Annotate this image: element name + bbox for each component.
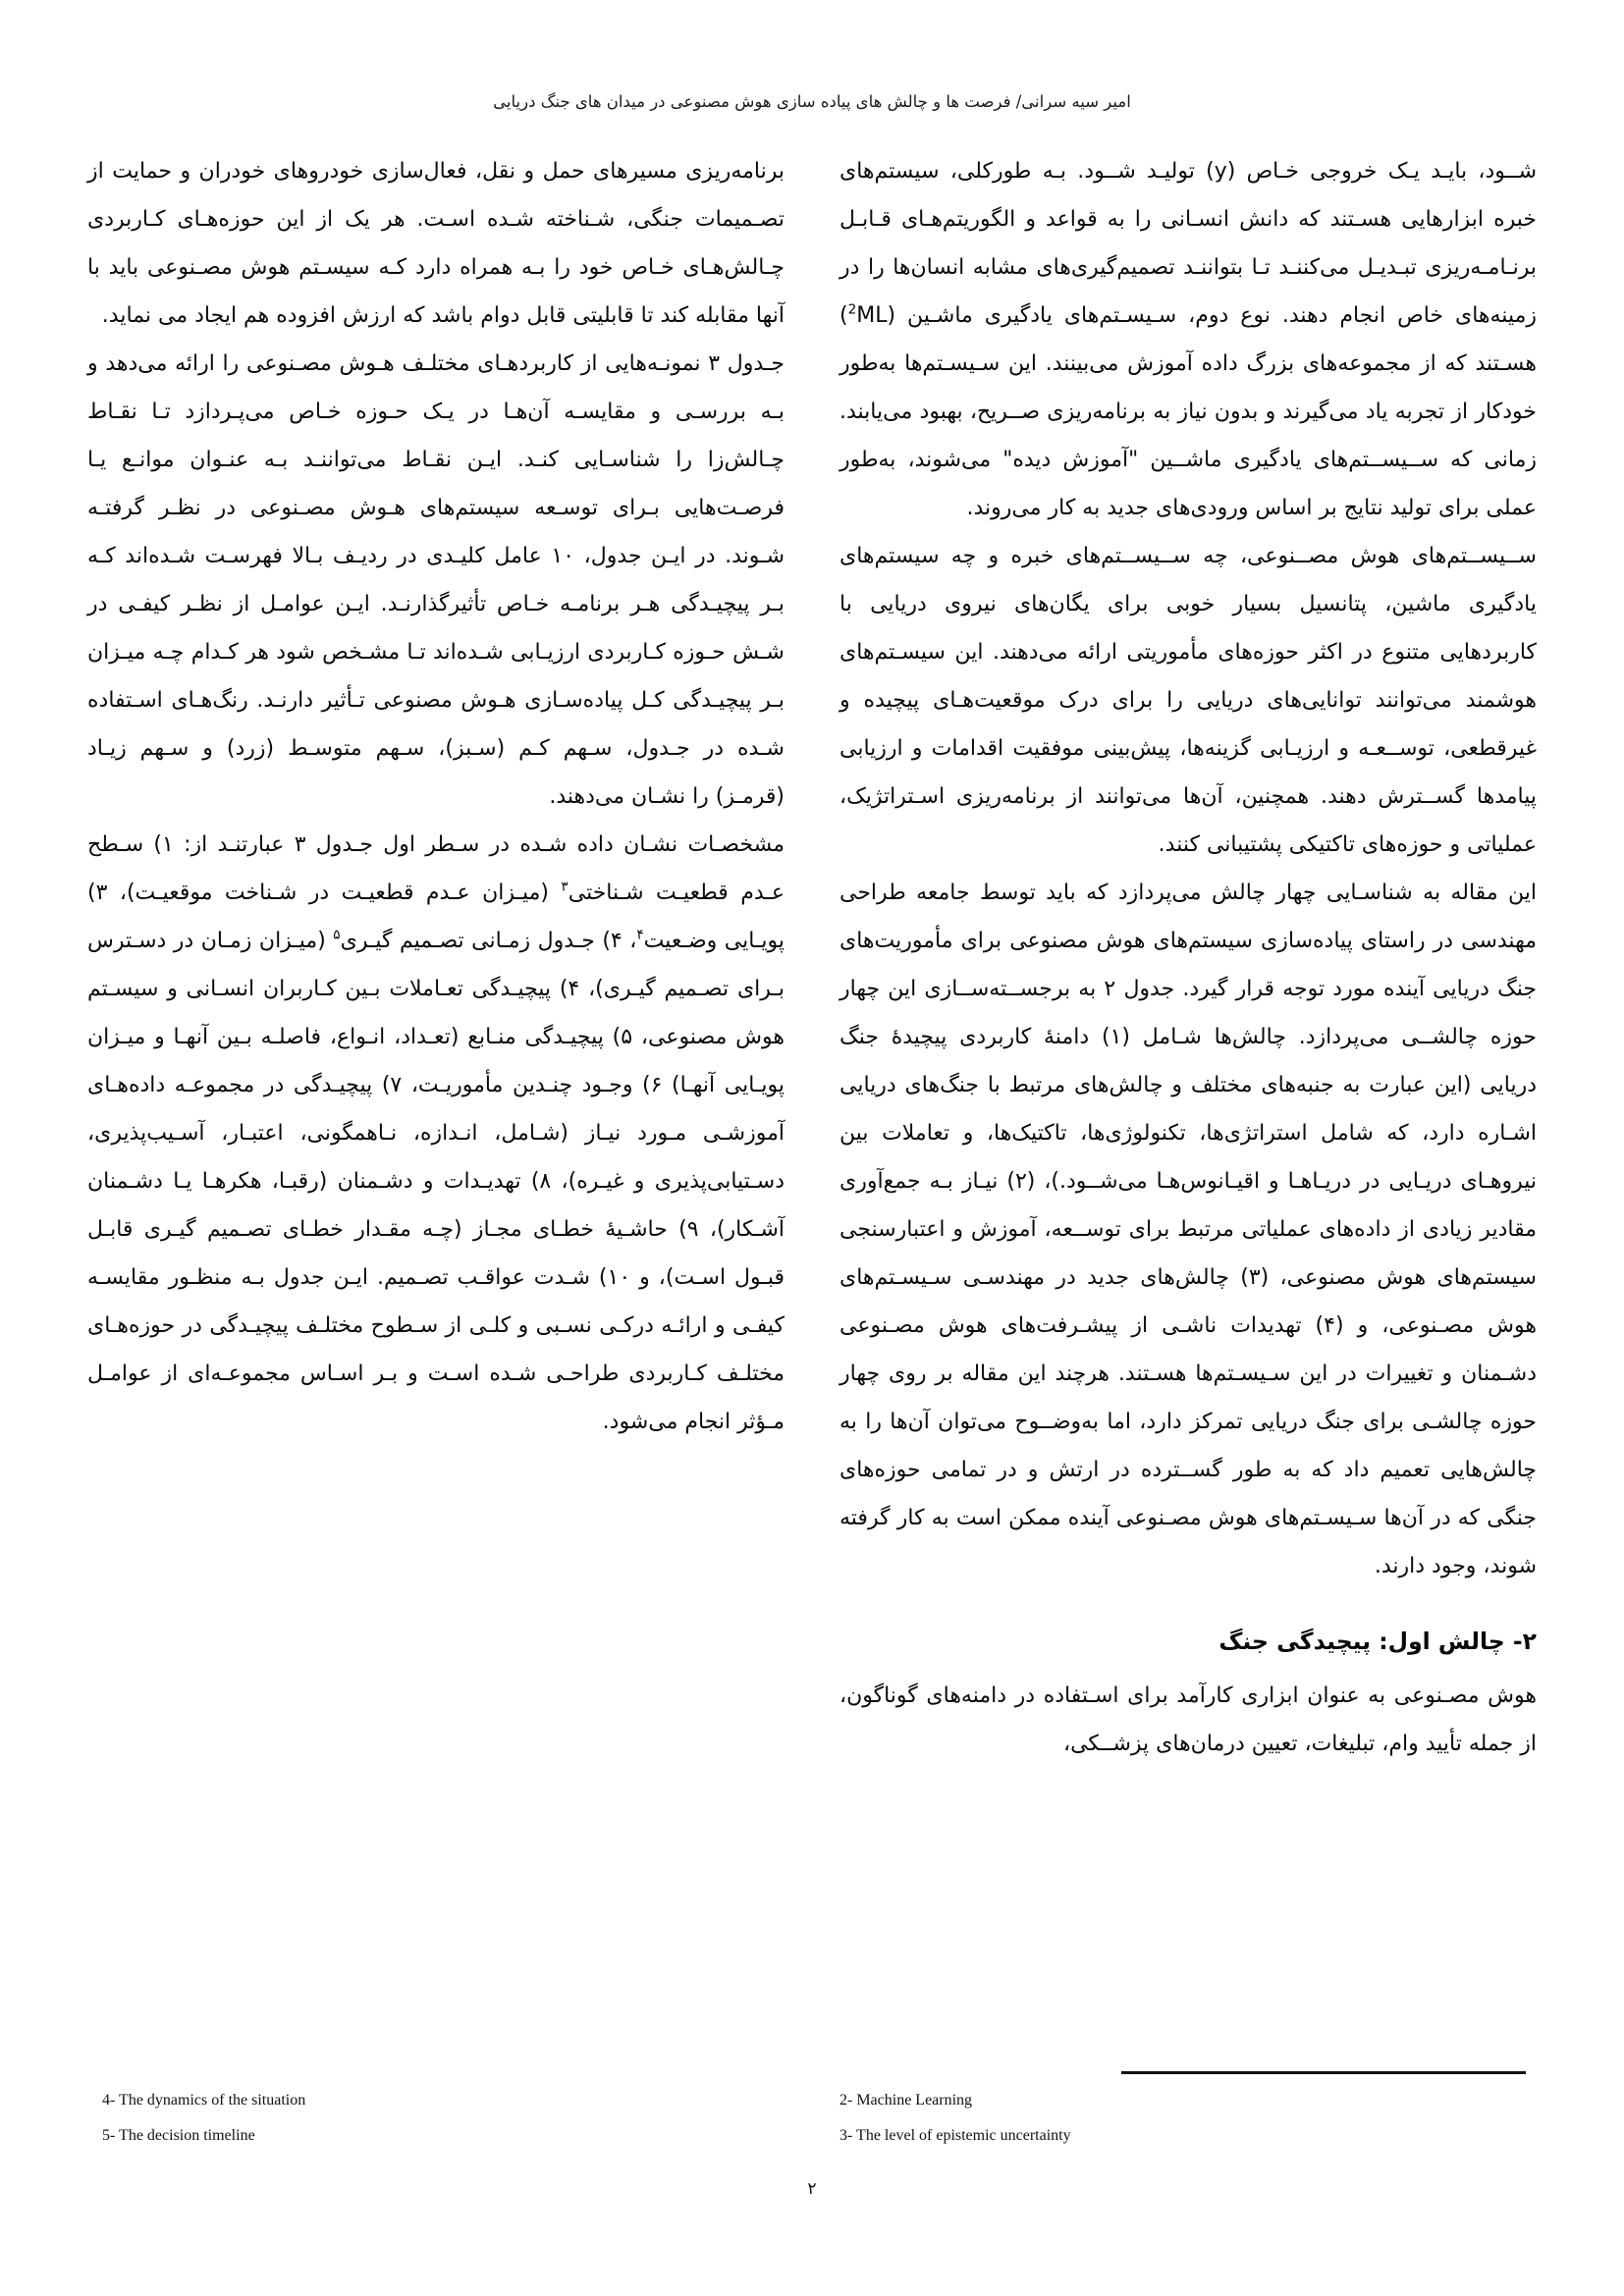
paragraph: ســیســتم‌های هوش مصــنوعی، چه ســیســتم‌های خبره و چه سیستم‌های یادگیری ماشین، پتانسیل بسیار خوبی برای یگان‌های نیروی دریایی با کاربردهایی متنوع در اکثر حوزه‌های مأموریتی ارائه می‌دهند. این سیسـتم‌های هوشمند می‌توانند توانایی‌های دریایی را برای درک موقعیت‌هـای پیچیده و غیرقطعی، توســعـه و ارزیـابی گزینه‌ها، پیش‌بینی موفقیت اقدامات و ارزیابی پیامدها گســترش دهند. همچنین، آن‌ها می‌توانند از برنامه‌ریزی اسـتراتژیک، عملیاتی و حوزه‌های تاکتیکی پشتیبانی کنند. bbox=[839, 544, 1537, 857]
column-right bbox=[839, 147, 1537, 1768]
page-number: ۲ bbox=[807, 2179, 817, 2199]
footnote: 4- The dynamics of the situation bbox=[102, 2092, 306, 2109]
footnote-separator-line bbox=[1121, 2071, 1526, 2074]
section-heading: ۲- چالش اول: پیچیدگی جنگ bbox=[1218, 1628, 1537, 1655]
footnote: 2- Machine Learning bbox=[839, 2092, 973, 2109]
running-header: امیر سیه سرانی/ فرصت ها و چالش های پیاده سازی هوش مصنوعی در میدان های جنگ دریایی bbox=[493, 92, 1131, 111]
footnotes-right bbox=[839, 2083, 1537, 2154]
footnote: 3- The level of epistemic uncertainty bbox=[839, 2127, 1071, 2144]
column-left bbox=[87, 147, 785, 1768]
two-column-body bbox=[87, 147, 1537, 1768]
paragraph: هوش مصـنوعی به عنوان ابزاری کارآمد برای اسـتفاده در دامنه‌های گوناگون، از جمله تأیید وام، تبلیغات، تعیین درمان‌های پزشــکی، bbox=[839, 1683, 1537, 1756]
footnotes-left bbox=[102, 2083, 799, 2154]
paragraph: شــود، بایـد یـک خروجی خـاص (y) تولیـد شــود. بـه طورکلی، سیستم‌های خبره ابزارهایی هسـتند که دانش انسـانی را به قواعد و الگوریتم‌هـای قـابـل برنـامـه‌ریزی تبـدیـل می‌کننـد تـا بتواننـد تصمیم‌گیری‌های مشابه انسان‌ها را در زمینه‌های خاص انجام دهند. نوع دوم، سـیسـتم‌های یادگیری ماشـین $(ML^2)$ هسـتند که از مجموعه‌های بزرگ داده آموزش می‌بینند. این سـیسـتم‌ها به‌طور خودکار از تجربه یاد می‌گیرند و بدون نیاز به برنامه‌ریزی صــریح، بهبود می‌یابند. زمانی که ســیســتم‌های یادگیری ماشــین "آموزش دیده" می‌شوند، به‌طور عملی برای تولید نتایج بر اساس ورودی‌های جدید به کار می‌روند. bbox=[839, 159, 1537, 520]
paragraph: جـدول ۳ نمونـه‌هایی از کاربردهـای مختلـف هـوش مصـنوعی را ارائه می‌دهد و بـه بررسـی و مقایسـه آن‌هـا در یـک حـوزه خـاص می‌پـردازد تـا نقـاط چـالش‌زا را شناسـایی کنـد. ایـن نقـاط می‌تواننـد بـه عنـوان موانـع یـا فرصـت‌هایی بـرای توسـعه سیستم‌های هـوش مصـنوعی در نظـر گرفتـه شـوند. در ایـن جدول، ۱۰ عامل کلیـدی در ردیـف بـالا فهرسـت شـده‌اند کـه بـر پیچیـدگی هـر برنامـه خـاص تأثیرگذارنـد. ایـن عوامـل از نظـر کیفـی در شـش حـوزه کـاربردی ارزیـابی شـده‌اند تـا مشـخص شود هر کـدام چـه میـزان بـر پیچیـدگی کـل پیاده‌سـازی هـوش مصنوعی تـأثیر دارنـد. رنگ‌هـای اسـتفاده شـده در جـدول، سـهم کـم (سـبز)، سـهم متوسـط (زرد) و سـهم زیـاد (قرمـز) را نشـان می‌دهند. bbox=[87, 351, 785, 809]
paragraph: برنامه‌ریزی مسیرهای حمل و نقل، فعال‌سازی خودروهای خودران و حمایت از تصـمیمات جنگی، شـناخته شـده اسـت. هر یک از این حوزه‌هـای کـاربردی چـالش‌هـای خـاص خود را بـه همراه دارد کـه سیسـتم هوش مصـنوعی باید با آنها مقابله کند تا قابلیتی قابل دوام باشد که ارزش افزوده هم ایجاد می نماید. bbox=[87, 159, 785, 328]
paragraph: مشخصـات نشـان داده شـده در سـطر اول جـدول ۳ عبارتنـد از: ۱) سـطح عـدم قطعیـت شـناختی$^۳$ (میـزان عـدم قطعیـت در شـناخت موقعیـت)، ۳) پویـایی وضـعیت$^۴$، ۴) جـدول زمـانی تصـمیم گیـری$^۵$ (میـزان زمـان در دسـترس بـرای تصـمیم گیـری)، ۴) پیچیـدگی تعـاملات بـین کـاربران انسـانی و سیسـتم هوش مصنوعی، ۵) پیچیـدگی منـابع (تعـداد، انـواع، فاصلـه بـین آنهـا و میـزان پویـایی آنهـا) ۶) وجـود چنـدین مأموریـت، ۷) پیچیـدگی در مجموعـه داده‌هـای آموزشـی مـورد نیـاز (شـامل، انـدازه، نـاهمگونی، اعتبـار، آسـیب‌پذیری، دسـتیابی‌پذیری و غیـره)، ۸) تهدیـدات و دشـمنان (رقبـا، هکرهـا یـا دشـمنان آشـکار)، ۹) حاشـیۀ خطـای مجـاز (چـه مقـدار خطـای تصـمیم گیـری قابـل قبـول اسـت)، و ۱۰) شـدت عواقـب تصـمیم. ایـن جدول بـه منظـور مقایسـه کیفـی و ارائـه درکـی نسـبی و کلـی از سـطوح مختلـف پیچیـدگی در حوزه‌هـای مختلـف کـاربردی طراحـی شـده اسـت و بـر اسـاس مجموعـه‌ای از عوامـل مـؤثر انجام می‌شود. bbox=[87, 832, 785, 1434]
paragraph: این مقاله به شناسـایی چهار چالش می‌پردازد که باید توسط جامعه طراحی مهندسی در راستای پیاده‌سازی سیستم‌های هوش مصنوعی برای مأموریت‌های جنگ دریایی آینده مورد توجه قرار گیرد. جدول ۲ به برجســته‌ســازی این چهار حوزه چالشــی می‌پردازد. چالش‌ها شـامل (۱) دامنۀ کاربردی پیچیدۀ جنگ دریایی (این عبارت به جنبه‌های مختلف و چالش‌های مرتبط با جنگ‌های دریایی اشـاره دارد، که شامل استراتژی‌ها، تکنولوژی‌ها، تاکتیک‌ها، و تعاملات بین نیروهـای دریـایی در دریـاهـا و اقیـانوس‌هـا می‌شــود.)، (۲) نیـاز بـه جمع‌آوری مقادیر زیادی از داده‌های عملیاتی مرتبط برای توســعه، آموزش و اعتبارسنجی سیستم‌های هوش مصنوعی، (۳) چالش‌های جدید در مهندسـی سـیسـتم‌های هوش مصـنوعی، و (۴) تهدیدات ناشـی از پیشـرفت‌های هوش مصـنوعی دشـمنان و تغییرات در این سـیسـتم‌ها هسـتند. هرچند این مقاله بر روی چهار حوزه چالشـی برای جنگ دریایی تمرکز دارد، اما به‌وضــوح می‌توان آن‌ها را به چالش‌هایی تعمیم داد که به طور گســترده در ارتش و در تمامی حوزه‌های جنگی که در آن‌ها سـیسـتم‌های هوش مصـنوعی آینده ممکن است به کار گرفته شوند، وجود دارند. bbox=[839, 881, 1538, 1578]
footnote: 5- The decision timeline bbox=[102, 2127, 255, 2144]
